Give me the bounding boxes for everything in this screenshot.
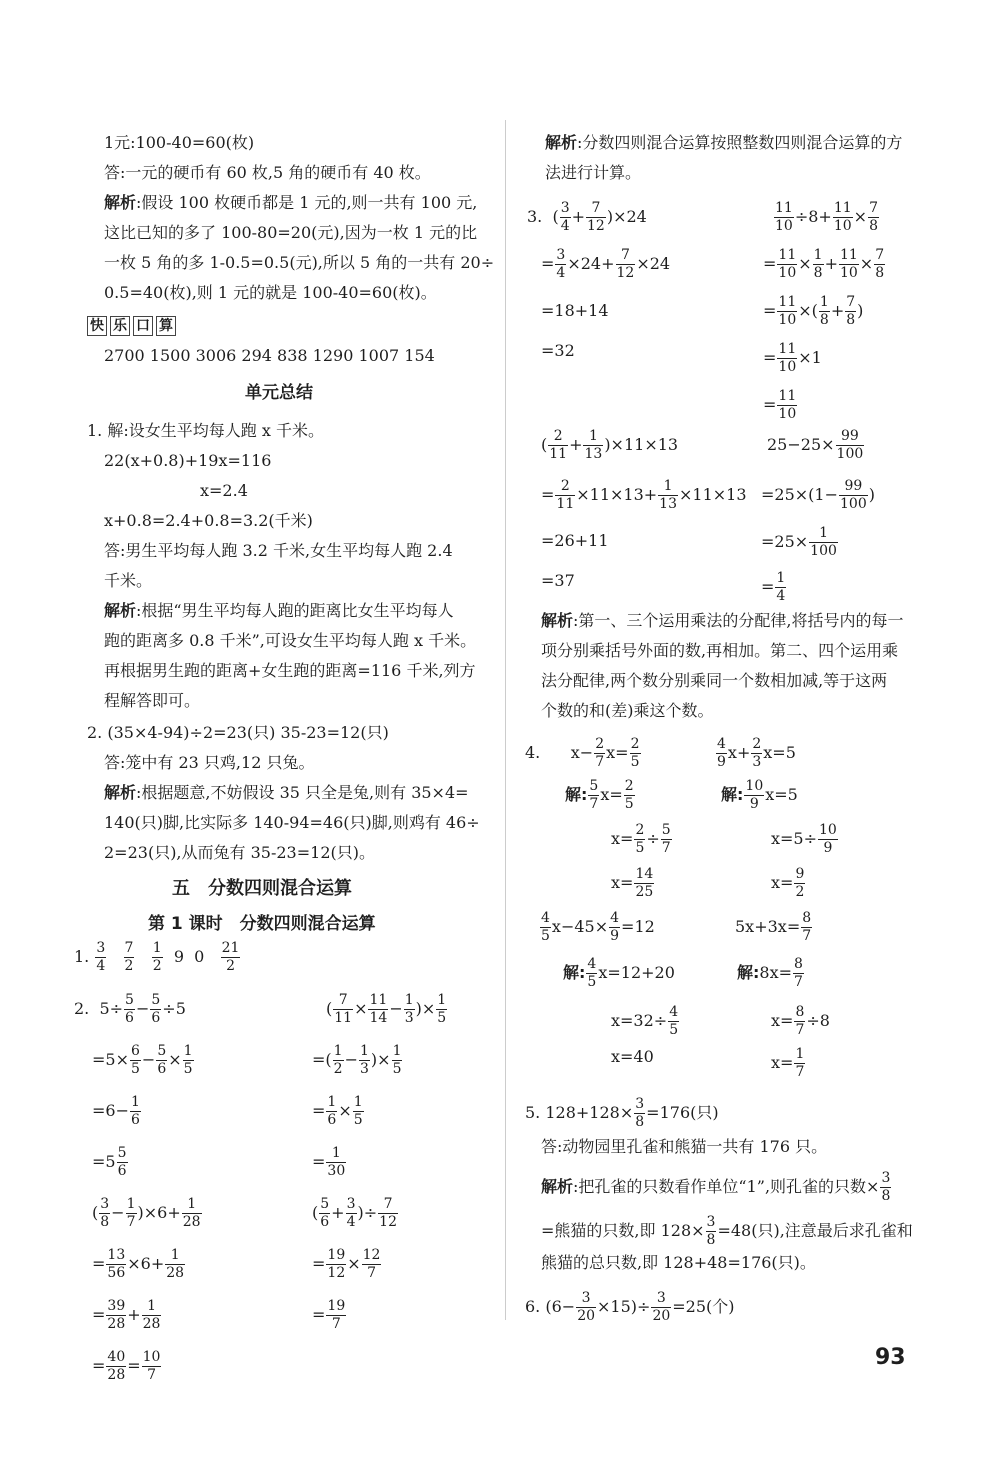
expr: $\frac{4}{9}$ x+ $\frac{2}{3}$ x=5 — [717, 736, 796, 770]
text-line — [104, 192, 477, 214]
analysis-label: 解析 — [104, 783, 137, 802]
expr: $\frac{11}{10}$ ÷8+ $\frac{11}{10}$ × $\frac{7}{8}$ — [775, 200, 878, 234]
text-line: =26+11 — [541, 531, 609, 550]
expr: = $\frac{19}{12}$ × $\frac{12}{7}$ — [312, 1247, 381, 1281]
expr: ( $\frac{2}{11}$ + $\frac{1}{13}$ )×11×13 — [541, 428, 679, 462]
text-line: 千米。 — [104, 571, 153, 590]
analysis-label: 解析 — [545, 133, 578, 152]
analysis-label: 解析 — [541, 1177, 574, 1196]
analysis-label: 解析 — [541, 611, 574, 630]
text-line: 140(只)脚,比实际多 140-94=46(只)脚,则鸡有 46÷ — [104, 813, 480, 832]
text-line: =37 — [541, 571, 575, 590]
text-line — [541, 610, 904, 632]
expr: = $\frac{11}{10}$ × $\frac{1}{8}$ + $\frac{11}{10}$ × $\frac{7}{8}$ — [763, 247, 885, 281]
text-line: 再根据男生跑的距离+女生跑的距离=116 千米,列方 — [104, 661, 476, 680]
expr: =6− $\frac{1}{6}$ — [92, 1094, 140, 1128]
expr: = $\frac{1}{4}$ — [761, 570, 786, 604]
text-line: 2=23(只),从而兔有 35-23=12(只)。 — [104, 843, 375, 862]
expr: =25× $\frac{1}{100}$ — [761, 525, 837, 559]
text-line: x=2.4 — [200, 481, 248, 500]
section-title: 单元总结 — [245, 383, 313, 403]
expr: =25×(1− $\frac{99}{100}$ ) — [761, 478, 875, 512]
fraction: $\frac{1}{2}$ — [152, 940, 162, 974]
text: :把孔雀的只数看作单位“1”,则孔雀的只数× — [573, 1177, 880, 1196]
exercise-number: 1. — [74, 947, 90, 966]
expr: = $\frac{40}{28}$ = $\frac{10}{7}$ — [92, 1349, 161, 1383]
chapter-title: 五 分数四则混合运算 — [172, 878, 352, 899]
exercise-number: 6. — [525, 1297, 541, 1316]
text-line — [104, 600, 454, 622]
text-line — [545, 132, 902, 154]
expr: =5× $\frac{6}{5}$ − $\frac{5}{6}$ × $\frac{1}{5}$ — [92, 1043, 193, 1077]
text-line: 跑的距离多 0.8 千米”,可设女生平均每人跑 x 千米。 — [104, 631, 477, 650]
exercise-number: 4. — [525, 743, 541, 762]
expr: 解: $\frac{10}{9}$ x=5 — [721, 778, 798, 812]
expr: 5. 128+128× $\frac{3}{8}$ =176(只) — [525, 1096, 719, 1130]
exercise-number: 3. — [527, 207, 543, 226]
text-line: x=40 — [611, 1047, 654, 1066]
solve-label: 解: — [565, 785, 588, 804]
text-line: 答:男生平均每人跑 3.2 千米,女生平均每人跑 2.4 — [104, 541, 453, 560]
expr: = $\frac{3}{4}$ ×24+ $\frac{7}{12}$ ×24 — [541, 247, 671, 281]
expr: 2. 5÷ $\frac{5}{6}$ − $\frac{5}{6}$ ÷5 — [74, 992, 186, 1026]
fraction: $\frac{21}{2}$ — [221, 940, 240, 974]
expr: = $\frac{1}{30}$ — [312, 1145, 346, 1179]
text-line: 0.5=40(枚),则 1 元的就是 100-40=60(枚)。 — [104, 283, 437, 302]
text-line: 个数的和(差)乘这个数。 — [541, 701, 714, 720]
solve-label: 解: — [737, 963, 760, 982]
text-line: 法进行计算。 — [545, 163, 642, 182]
expr: 解:8x= $\frac{8}{7}$ — [737, 956, 803, 990]
expr: =5 $\frac{5}{6}$ — [92, 1145, 127, 1179]
text: =48(只),注意最后求孔雀和 — [717, 1221, 913, 1240]
expr: 解: $\frac{5}{7}$ x= $\frac{2}{5}$ — [565, 778, 634, 812]
expr: x= $\frac{2}{5}$ ÷ $\frac{5}{7}$ — [611, 822, 671, 856]
expr: =熊猫的只数,即 128× $\frac{3}{8}$ =48(只),注意最后求孔雀和 — [541, 1214, 913, 1248]
text-line: 答:动物园里孔雀和熊猫一共有 176 只。 — [541, 1137, 828, 1156]
label-char: 口 — [133, 316, 153, 336]
expr: x=32÷ $\frac{4}{5}$ — [611, 1004, 679, 1038]
text-line: 答:一元的硬币有 60 枚,5 角的硬币有 40 枚。 — [104, 163, 431, 182]
label-char: 快 — [87, 316, 107, 336]
analysis-label: 解析 — [104, 601, 137, 620]
page-number: 93 — [875, 1345, 906, 1370]
fraction: $\frac{7}{2}$ — [124, 940, 134, 974]
text-line: 1. 解:设女生平均每人跑 x 千米。 — [87, 421, 324, 440]
expr: = $\frac{11}{10}$ — [763, 388, 797, 422]
text-line: 这比已知的多了 100-80=20(元),因为一枚 1 元的比 — [104, 223, 478, 242]
expr: 25−25× $\frac{99}{100}$ — [767, 428, 864, 462]
expr: = $\frac{19}{7}$ — [312, 1298, 346, 1332]
fraction: $\frac{3}{4}$ — [96, 940, 106, 974]
expr: x= $\frac{1}{7}$ — [771, 1046, 805, 1080]
text-line: 1元:100-40=60(枚) — [104, 133, 255, 152]
text: :第一、三个运用乘法的分配律,将括号内的每一 — [573, 611, 904, 630]
solve-label: 解: — [563, 963, 586, 982]
expr: =( $\frac{1}{2}$ − $\frac{1}{3}$ )× $\frac{1}{5}$ — [312, 1043, 402, 1077]
expr: 解: $\frac{4}{5}$ x=12+20 — [563, 956, 675, 990]
expr: = $\frac{1}{6}$ × $\frac{1}{5}$ — [312, 1094, 363, 1128]
label-char: 算 — [156, 316, 176, 336]
exercise-number: 5. — [525, 1103, 541, 1122]
text: :假设 100 枚硬币都是 1 元的,则一共有 100 元, — [136, 193, 478, 212]
expr: 解析:把孔雀的只数看作单位“1”,则孔雀的只数× $\frac{3}{8}$ — [541, 1170, 891, 1204]
text-line: 项分别乘括号外面的数,再相加。第二、四个运用乘 — [541, 641, 899, 660]
exercise-number: 2. — [74, 999, 90, 1018]
text-line: 法分配律,两个数分别乘同一个数相加减,等于这两 — [541, 671, 888, 690]
expr: x= $\frac{9}{2}$ — [771, 866, 805, 900]
expr: $\frac{4}{5}$ x−45× $\frac{4}{9}$ =12 — [541, 910, 655, 944]
text-line: x+0.8=2.4+0.8=3.2(千米) — [104, 511, 313, 530]
expr: 4. x− $\frac{2}{7}$ x= $\frac{2}{5}$ — [525, 736, 640, 770]
text-line: 2. (35×4-94)÷2=23(只) 35-23=12(只) — [87, 723, 389, 742]
expr: ( $\frac{7}{11}$ × $\frac{11}{14}$ − $\frac{1}{3}$ )× $\frac{1}{5}$ — [326, 992, 447, 1026]
text-line: 程解答即可。 — [104, 691, 201, 710]
text-line — [104, 782, 469, 804]
text: :分数四则混合运算按照整数四则混合运算的方 — [577, 133, 903, 152]
text: :根据题意,不妨假设 35 只全是兔,则有 35×4= — [136, 783, 469, 802]
expr: 5x+3x= $\frac{8}{7}$ — [735, 910, 812, 944]
expr: 6. (6− $\frac{3}{20}$ ×15)÷ $\frac{3}{20}$ =25(个) — [525, 1290, 735, 1324]
expr: = $\frac{13}{56}$ ×6+ $\frac{1}{28}$ — [92, 1247, 185, 1281]
expr: = $\frac{2}{11}$ ×11×13+ $\frac{1}{13}$ ×11×13 — [541, 478, 747, 512]
analysis-label: 解析 — [104, 193, 137, 212]
exercise-1: 1. $\frac{3}{4}$ $\frac{7}{2}$ $\frac{1}{2}$ 9 0 $\frac{21}{2}$ — [74, 940, 240, 974]
kuaile-kousuan-label — [87, 314, 179, 336]
text-line: 答:笼中有 23 只鸡,12 只兔。 — [104, 753, 315, 772]
text-line: 熊猫的总只数,即 128+48=176(只)。 — [541, 1253, 816, 1272]
text: =熊猫的只数,即 128× — [541, 1221, 705, 1240]
solve-label: 解: — [721, 785, 744, 804]
text-line: =18+14 — [541, 301, 609, 320]
expr: 3. ( $\frac{3}{4}$ + $\frac{7}{12}$ )×24 — [527, 200, 647, 234]
expr: = $\frac{11}{10}$ ×1 — [763, 341, 822, 375]
text-line: 一枚 5 角的多 1-0.5=0.5(元),所以 5 角的一共有 20÷ — [104, 253, 495, 272]
expr: x=5÷ $\frac{10}{9}$ — [771, 822, 837, 856]
expr: = $\frac{39}{28}$ + $\frac{1}{28}$ — [92, 1298, 161, 1332]
expr: ( $\frac{3}{8}$ − $\frac{1}{7}$ )×6+ $\frac{1}{28}$ — [92, 1196, 201, 1230]
label-char: 乐 — [110, 316, 130, 336]
mental-math-answers: 2700 1500 3006 294 838 1290 1007 154 — [104, 346, 435, 365]
expr: ( $\frac{5}{6}$ + $\frac{3}{4}$ )÷ $\frac{7}{12}$ — [312, 1196, 397, 1230]
text-line: =32 — [541, 341, 575, 360]
text-line: 22(x+0.8)+19x=116 — [104, 451, 272, 470]
lesson-title: 第 1 课时 分数四则混合运算 — [148, 914, 376, 934]
expr: x= $\frac{14}{25}$ — [611, 866, 654, 900]
expr: = $\frac{11}{10}$ ×( $\frac{1}{8}$ + $\frac{7}{8}$ ) — [763, 294, 864, 328]
column-divider — [505, 120, 506, 1320]
expr: x= $\frac{8}{7}$ ÷8 — [771, 1004, 830, 1038]
text: :根据“男生平均每人跑的距离比女生平均每人 — [136, 601, 454, 620]
